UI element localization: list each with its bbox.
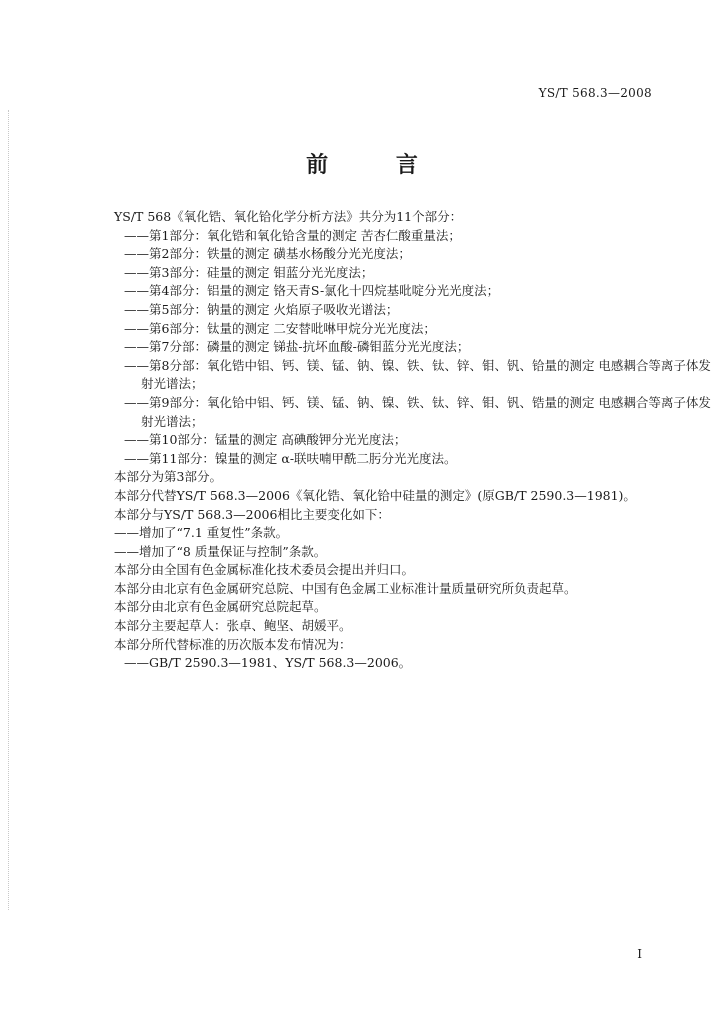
document-code: YS/T 568.3—2008: [538, 86, 652, 100]
change-list-item: ——增加了“8 质量保证与控制”条款。: [114, 543, 327, 559]
part-list-item: ——第7分部：磷量的测定 锑盐-抗坏血酸-磷钼蓝分光光度法；: [124, 339, 470, 355]
paragraph: 本部分主要起草人：张卓、鲍坚、胡媛平。: [114, 618, 352, 634]
scan-margin-marks: [8, 110, 11, 910]
part-list-item: ——第5部分：钠量的测定 火焰原子吸收光谱法；: [124, 301, 399, 317]
paragraph: 本部分与YS/T 568.3—2006相比主要变化如下：: [114, 506, 390, 522]
part-list-item: ——第11部分：镍量的测定 α-联呋喃甲酰二肟分光光度法。: [124, 450, 457, 466]
part-list-item: ——第8分部：氧化锆中铝、钙、镁、锰、钠、镍、铁、钛、锌、钼、钒、铪量的测定 电感耦合等离子体发: [124, 357, 711, 373]
paragraph: 本部分由北京有色金属研究总院、中国有色金属工业标准计量质量研究所负责起草。: [114, 580, 577, 596]
history-item: ——GB/T 2590.3—1981、YS/T 568.3—2006。: [124, 655, 412, 671]
part-list-item: ——第4部分：铝量的测定 铬天青S-氯化十四烷基吡啶分光光度法；: [124, 283, 500, 299]
paragraph: 本部分由北京有色金属研究总院起草。: [114, 599, 327, 615]
intro-paragraph: YS/T 568《氧化锆、氧化铪化学分析方法》共分为11个部分：: [114, 209, 463, 224]
part-list-item: ——第1部分：氧化锆和氧化铪含量的测定 苦杏仁酸重量法；: [124, 227, 461, 243]
part-list-item: ——第3部分：硅量的测定 钼蓝分光光度法；: [124, 264, 374, 280]
part-list-item: ——第6部分：钛量的测定 二安替吡啉甲烷分光光度法；: [124, 320, 436, 336]
paragraph: 本部分由全国有色金属标准化技术委员会提出并归口。: [114, 562, 415, 578]
part-list-item-continuation: 射光谱法；: [141, 413, 204, 429]
page-title: 前 言: [306, 153, 448, 178]
part-list-item: ——第2部分：铁量的测定 磺基水杨酸分光光度法；: [124, 246, 411, 262]
paragraph: 本部分所代替标准的历次版本发布情况为：: [114, 636, 352, 652]
part-list-item: ——第9部分：氧化铪中铝、钙、镁、锰、钠、镍、铁、钛、锌、钼、钒、锆量的测定 电感耦合等离子体发: [124, 394, 711, 410]
paragraph: 本部分代替YS/T 568.3—2006《氧化锆、氧化铪中硅量的测定》(原GB/T 2590.3—1981)。: [114, 487, 636, 503]
paragraph: 本部分为第3部分。: [114, 469, 222, 485]
part-list-item: ——第10部分：锰量的测定 高碘酸钾分光光度法；: [124, 432, 407, 448]
part-list-item-continuation: 射光谱法；: [141, 376, 204, 392]
foreword-body: [114, 208, 711, 673]
page-number: I: [637, 947, 642, 961]
change-list-item: ——增加了“7.1 重复性”条款。: [114, 525, 289, 541]
